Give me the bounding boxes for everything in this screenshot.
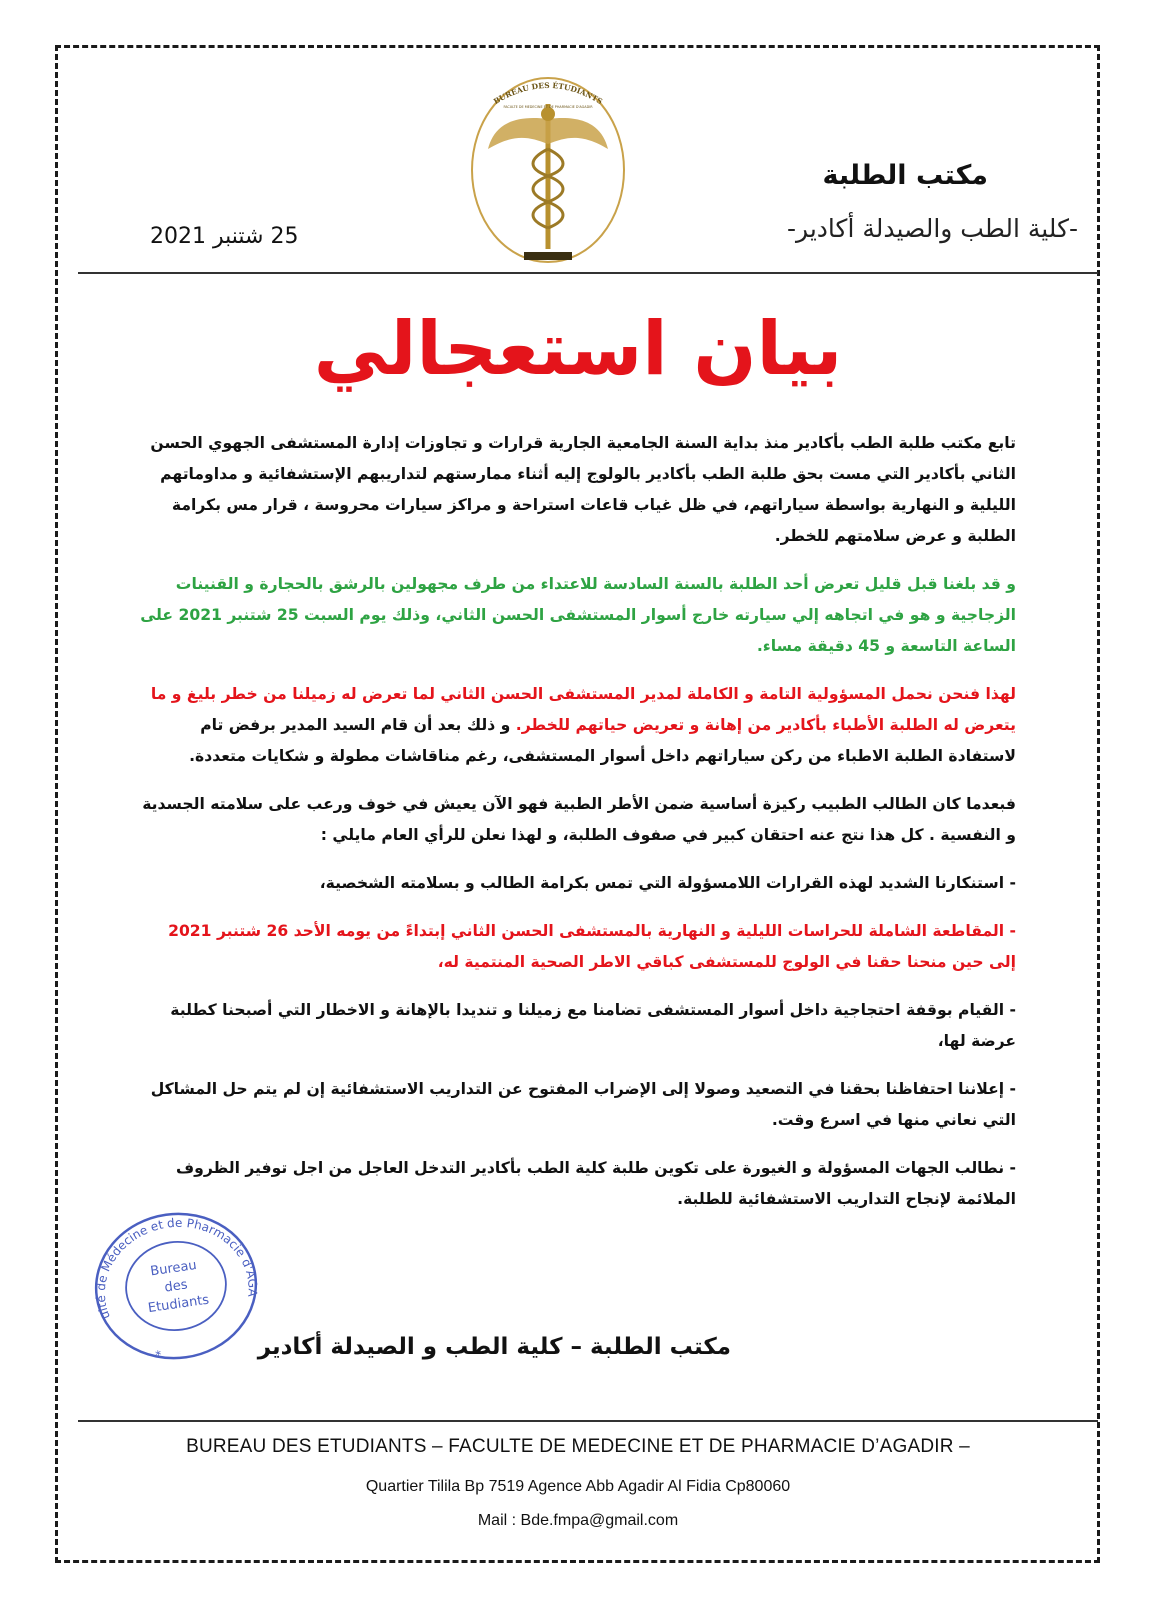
footer-email[interactable]: Mail : Bde.fmpa@gmail.com — [477, 1512, 679, 1529]
stamp-star-icon: * — [154, 1347, 163, 1363]
stamp-line-3: Etudiants — [147, 1292, 211, 1317]
statement-body — [136, 428, 1016, 1232]
logo-title: BUREAU DES ÉTUDIANTS — [491, 80, 605, 107]
svg-text:BUREAU DES ÉTUDIANTS — [492, 81, 604, 106]
logo-subtitle: FACULTE DE MEDECINE ET DE PHARMACIE D'AGADIR — [503, 105, 593, 109]
demand-item-boycott: - المقاطعة الشاملة للحراسات الليلية و النهارية بالمستشفى الحسن الثاني إبتداءً من يومه الأحد 26 شتنبر 2021 إلى حين منحنا حقنا في الولوج للمستشفى كباقي الاطر الصحية المنتمية له، — [168, 922, 1016, 971]
stamp-ring-text: Faculté de Médecine et de Pharmacie d'AGADIR — [93, 1215, 260, 1322]
stamp-line-1: Bureau — [149, 1258, 198, 1280]
org-name: مكتب الطلبة — [822, 160, 988, 191]
stamp-line-2: des — [163, 1277, 189, 1296]
signature: مكتب الطلبة – كلية الطب و الصيدلة أكادير — [257, 1334, 731, 1360]
responsibility-black-text: و ذلك بعد أن قام السيد المدير برفض تام لاستفادة الطلبة الاطباء من ركن سياراتهم داخل أسوار المستشفى، رغم مناقاشات مطولة و شكايات متعددة. — [189, 716, 1016, 765]
responsibility-red-text: لهذا فنحن نحمل المسؤولية التامة و الكاملة لمدير المستشفى الحسن الثاني لما تعرض له زميلنا من خطر بليغ و ما يتعرض له الطلبة الأطباء بأكادير من إهانة و تعريض حياتهم للخطر. — [150, 685, 1016, 734]
paragraph-incident: و قد بلغنا قبل قليل تعرض أحد الطلبة بالسنة السادسة للاعتداء من طرف مجهولين بالرشق بالحجارة و القنينات الزجاجية و هو في اتجاهه إلي سيارته خارج أسوار المستشفى الحسن الثاني، وذلك يوم السبت 25 شتنبر 2021 على الساعة التاسعة و 45 دقيقة مساء. — [140, 575, 1016, 655]
document-title: بيان استعجالي — [313, 306, 843, 392]
document-date: 25 شتنبر 2021 — [150, 224, 299, 249]
official-stamp — [90, 1206, 262, 1366]
caduceus-logo — [468, 74, 628, 274]
footer-address: Quartier Tilila Bp 7519 Agence Abb Agadir Al Fidia Cp80060 — [365, 1478, 791, 1495]
paragraph-responsibility — [136, 679, 1016, 772]
demand-item: - استنكارنا الشديد لهذه القرارات اللامسؤولة التي تمس بكرامة الطالب و بسلامته الشخصية، — [319, 874, 1016, 892]
demand-item: - نطالب الجهات المسؤولة و الغيورة على تكوين طلبة كلية الطب بأكادير التدخل العاجل من اجل توفير الظروف الملائمة لإنجاح التداريب الاستشفائية للطلبة. — [176, 1159, 1016, 1208]
demand-item: - القيام بوقفة احتجاجية داخل أسوار المستشفى تضامنا مع زميلنا و تنديدا بالإهانة و الاخطار التي أصبحنا كطلبة عرضة لها، — [170, 1001, 1016, 1050]
faculty-name: -كلية الطب والصيدلة أكادير- — [787, 214, 1078, 243]
footer-divider — [78, 1420, 1098, 1422]
paragraph-intro: تابع مكتب طلبة الطب بأكادير منذ بداية السنة الجامعية الجارية قرارات و تجاوزات إدارة المستشفى الجهوي الحسن الثاني بأكادير التي مست بحق طلبة الطب بأكادير بالولوج إليه أثناء ممارستهم لتداريبهم الإستشفائية و مداوماتهم الليلية و النهارية بواسطة سياراتهم، في ظل غياب قاعات استراحة و مراكز سيارات محروسة ، قرار مس بكرامة الطلبة و عرض سلامتهم للخطر. — [150, 434, 1016, 545]
paragraph-announcement: فبعدما كان الطالب الطبيب ركيزة أساسية ضمن الأطر الطبية فهو الآن يعيش في خوف ورعب على سلامته الجسدية و النفسية . كل هذا نتج عنه احتقان كبير في صفوف الطلبة، و لهذا نعلن للرأي العام مايلي : — [142, 795, 1016, 844]
demand-item: - إعلاننا احتفاظنا بحقنا في التصعيد وصولا إلى الإضراب المفتوح عن التداريب الاستشفائية إن لم يتم حل المشاكل التي نعاني منها في اسرع وقت. — [150, 1080, 1016, 1129]
footer-organization: BUREAU DES ETUDIANTS – FACULTE DE MEDECINE ET DE PHARMACIE D’AGADIR – — [186, 1436, 970, 1457]
